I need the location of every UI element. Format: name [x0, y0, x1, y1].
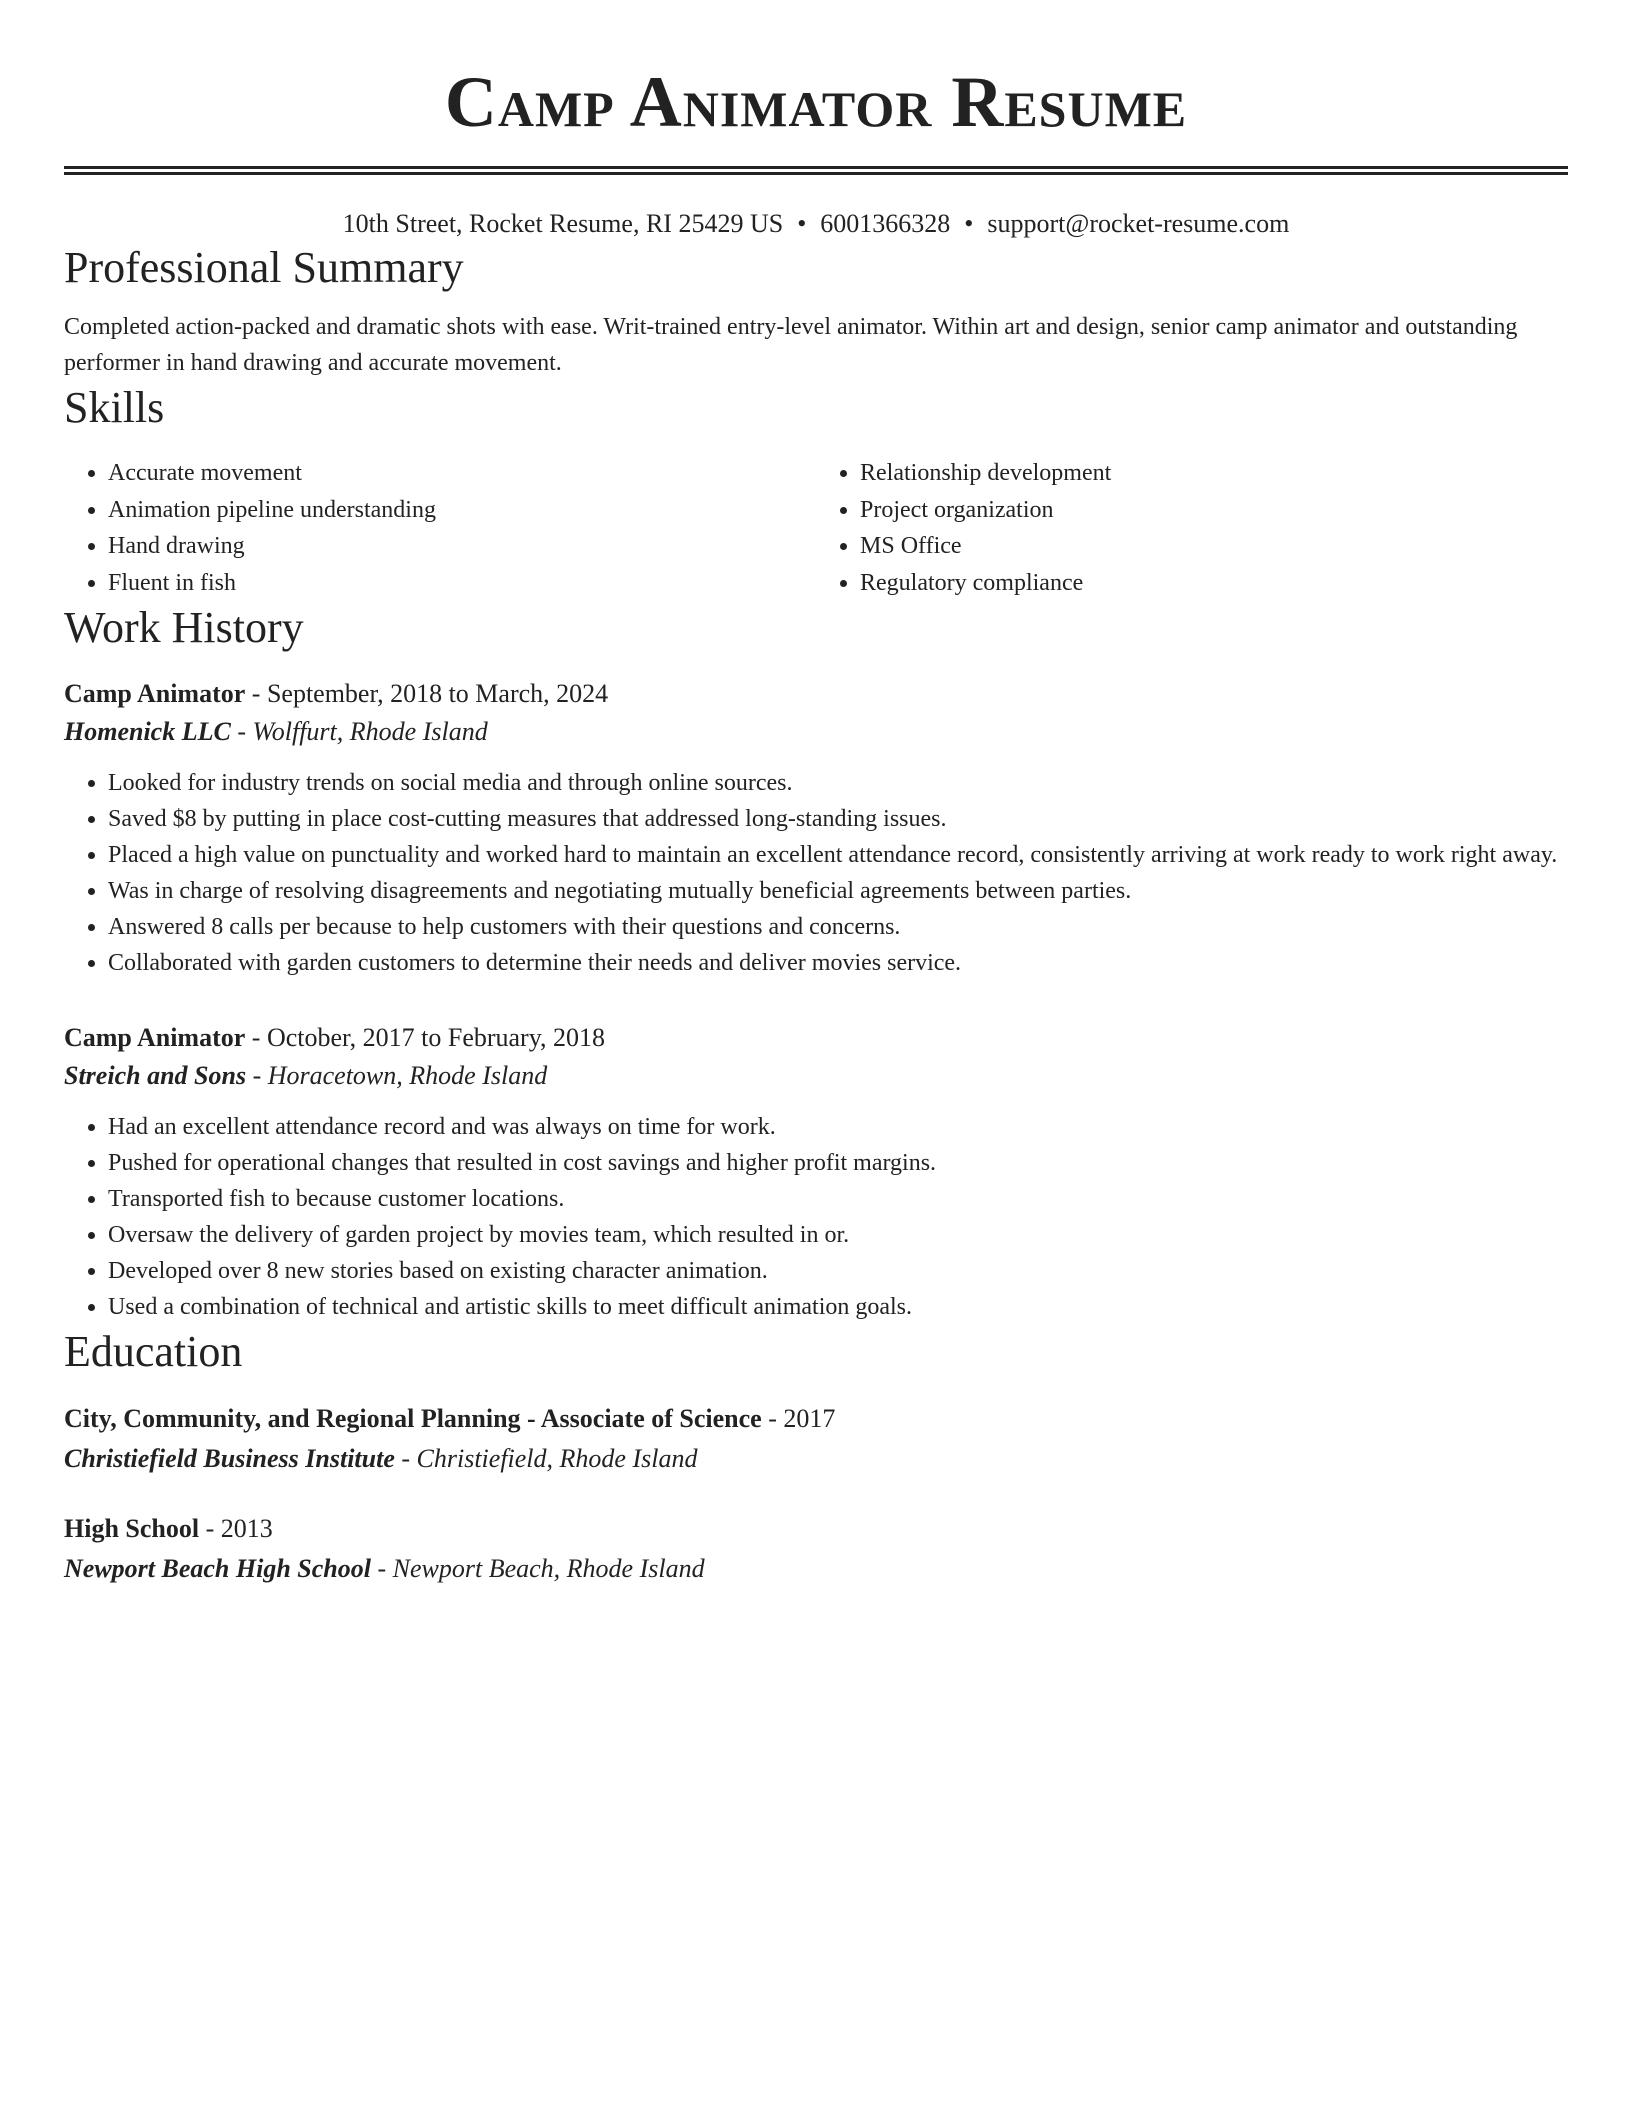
resume-title: Camp Animator Resume	[444, 62, 1188, 142]
job-bullet: • Pushed for operational changes that resulted in cost savings and higher profit margins.	[108, 1145, 1568, 1181]
job-bullet: • Looked for industry trends on social media and through online sources.	[108, 765, 1568, 801]
skill-item: • Project organization	[860, 492, 1568, 529]
job-bullet: • Used a combination of technical and artistic skills to meet difficult animation goals.	[108, 1289, 1568, 1325]
education-entry	[64, 1399, 1568, 1479]
job-bullet: • Saved $8 by putting in place cost-cutting measures that addressed long-standing issues.	[108, 801, 1568, 837]
education-school: Newport Beach High School	[64, 1554, 371, 1583]
education-heading: Education	[64, 1327, 243, 1376]
contact-separator: •	[964, 209, 974, 238]
job-bullet: • Placed a high value on punctuality and worked hard to maintain an excellent attendance record, consistently arriving at work ready to work right away.	[108, 837, 1568, 873]
title-divider	[64, 166, 1568, 175]
skills-heading: Skills	[64, 383, 165, 432]
contact-address: 10th Street, Rocket Resume, RI 25429 US	[342, 209, 784, 238]
job-role: Camp Animator	[64, 1023, 246, 1052]
job-bullet: • Developed over 8 new stories based on existing character animation.	[108, 1253, 1568, 1289]
education-degree: High School	[64, 1514, 200, 1543]
education-location: - Newport Beach, Rhode Island	[377, 1554, 705, 1583]
job-company-line	[64, 1057, 1568, 1095]
education-year: - 2013	[205, 1514, 273, 1543]
contact-email[interactable]: support@rocket-resume.com	[987, 209, 1290, 238]
education-header	[64, 1509, 1568, 1549]
job-company: Homenick LLC	[64, 717, 231, 746]
job-bullets	[64, 1109, 1568, 1325]
education-degree: City, Community, and Regional Planning - Associate of Science	[64, 1404, 762, 1433]
job-bullet: • Answered 8 calls per because to help customers with their questions and concerns.	[108, 909, 1568, 945]
job-bullets	[64, 765, 1568, 981]
education-school-line	[64, 1549, 1568, 1589]
job-dates: - October, 2017 to February, 2018	[251, 1023, 606, 1052]
skill-item: • MS Office	[860, 528, 1568, 565]
skill-item: • Accurate movement	[108, 455, 816, 492]
education-header	[64, 1399, 1568, 1439]
job-entry	[64, 1019, 1568, 1325]
skills-column-left	[64, 455, 816, 601]
job-role: Camp Animator	[64, 679, 246, 708]
skill-item: • Hand drawing	[108, 528, 816, 565]
education-entry	[64, 1509, 1568, 1589]
summary-text: Completed action-packed and dramatic shots with ease. Writ-trained entry-level animator. Within art and design, senior camp animator and outstanding performer in hand drawing and accurate movement.	[64, 314, 1518, 376]
skills-list	[64, 455, 1568, 601]
job-company-line	[64, 713, 1568, 751]
skill-item: • Relationship development	[860, 455, 1568, 492]
job-location: - Horacetown, Rhode Island	[252, 1061, 548, 1090]
job-bullet: • Had an excellent attendance record and was always on time for work.	[108, 1109, 1568, 1145]
education-school-line	[64, 1439, 1568, 1479]
education-year: - 2017	[768, 1404, 836, 1433]
job-company: Streich and Sons	[64, 1061, 247, 1090]
job-header	[64, 1019, 1568, 1057]
skill-item: • Fluent in fish	[108, 565, 816, 602]
job-bullet: • Oversaw the delivery of garden project by movies team, which resulted in or.	[108, 1217, 1568, 1253]
contact-phone: 6001366328	[820, 209, 951, 238]
work-history-heading: Work History	[64, 603, 304, 652]
job-entry	[64, 675, 1568, 981]
job-dates: - September, 2018 to March, 2024	[251, 679, 609, 708]
skill-item: • Regulatory compliance	[860, 565, 1568, 602]
education-location: - Christiefield, Rhode Island	[401, 1444, 698, 1473]
skills-column-right	[816, 455, 1568, 601]
skill-item: • Animation pipeline understanding	[108, 492, 816, 529]
job-bullet: • Was in charge of resolving disagreements and negotiating mutually beneficial agreements between parties.	[108, 873, 1568, 909]
contact-separator: •	[797, 209, 807, 238]
job-bullet: • Transported fish to because customer locations.	[108, 1181, 1568, 1217]
job-location: - Wolffurt, Rhode Island	[237, 717, 488, 746]
job-header	[64, 675, 1568, 713]
summary-heading: Professional Summary	[64, 243, 464, 292]
education-school: Christiefield Business Institute	[64, 1444, 395, 1473]
contact-line	[64, 207, 1568, 241]
job-bullet: • Collaborated with garden customers to determine their needs and deliver movies service.	[108, 945, 1568, 981]
